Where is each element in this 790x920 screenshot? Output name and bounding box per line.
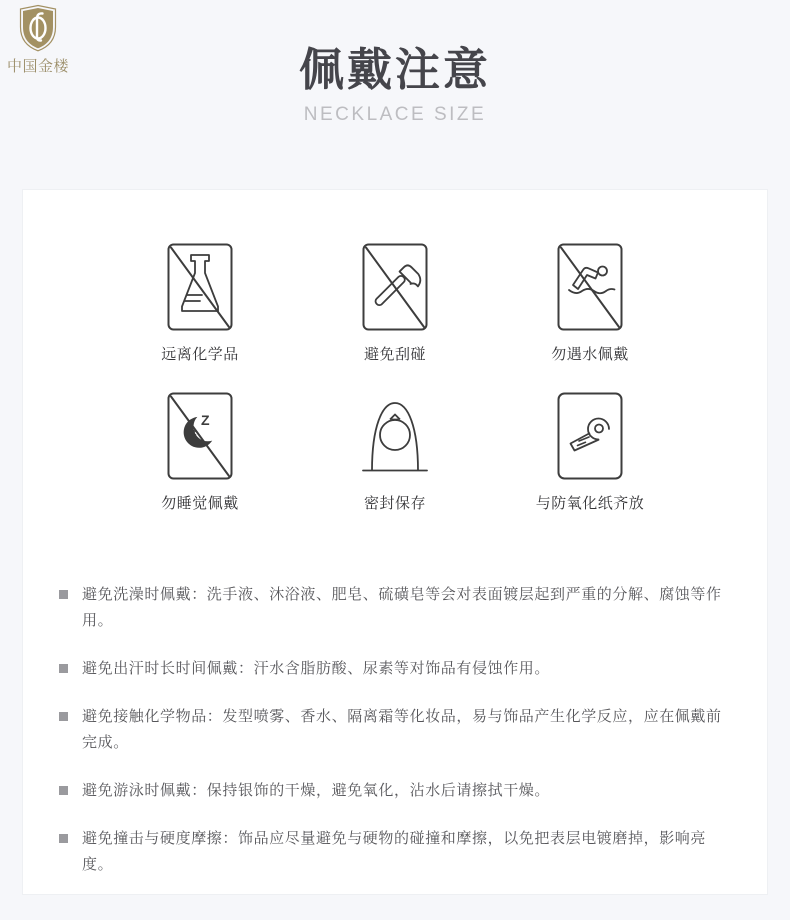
svg-text:z: z [192,427,197,437]
svg-text:Z: Z [201,412,210,428]
no-chemicals-icon [167,243,233,331]
care-icon-label: 避免刮碰 [363,346,426,363]
care-item-no-water [551,243,629,364]
care-icon-label: 远离化学品 [161,346,239,363]
care-icon-label: 勿睡觉佩戴 [161,495,239,512]
care-note [59,656,737,682]
brand-name: 中国金楼 [6,58,69,75]
sealed-storage-icon [362,392,428,480]
no-scratch-hammer-icon [362,243,428,331]
bullet-square-icon [59,834,68,843]
note-text: 避免出汗时长时间佩戴：汗水含脂肪酸、尿素等对饰品有侵蚀作用。 [82,660,551,677]
care-note [59,704,737,756]
care-note [59,778,737,804]
page-subtitle: NECKLACE SIZE [303,104,487,126]
note-text: 避免撞击与硬度摩擦：饰品应尽量避免与硬物的碰撞和摩擦，以免把表层电镀磨掉，影响亮度。 [82,830,707,873]
page-title: 佩戴注意 [298,44,491,95]
care-note [59,826,737,878]
care-panel [22,189,768,895]
bullet-square-icon [59,712,68,721]
care-icon-grid [23,243,767,513]
care-icon-label: 勿遇水佩戴 [551,346,629,363]
note-text: 避免接触化学物品：发型喷雾、香水、隔离霜等化妆品，易与饰品产生化学反应，应在佩戴前完成。 [82,708,722,751]
bullet-square-icon [59,590,68,599]
note-text: 避免洗澡时佩戴：洗手液、沐浴液、肥皂、硫磺皂等会对表面镀层起到严重的分解、腐蚀等作用。 [82,586,722,629]
anti-oxidation-paper-icon [557,392,623,480]
care-icon-label: 密封保存 [363,495,426,512]
no-sleeping-icon [167,392,233,480]
note-text: 避免游泳时佩戴：保持银饰的干燥，避免氧化，沾水后请擦拭干燥。 [82,782,551,799]
no-swimming-icon [557,243,623,331]
bullet-square-icon [59,664,68,673]
care-note [59,582,737,634]
care-item-anti-oxidation-paper [535,392,645,513]
care-item-no-scratch [362,243,428,364]
care-icon-label: 与防氧化纸齐放 [535,495,645,512]
care-item-sealed-storage [362,392,428,513]
bullet-square-icon [59,786,68,795]
care-item-no-chemicals [161,243,239,364]
care-item-no-sleep [161,392,239,513]
care-notes-list [59,582,737,900]
section-header [0,42,790,126]
